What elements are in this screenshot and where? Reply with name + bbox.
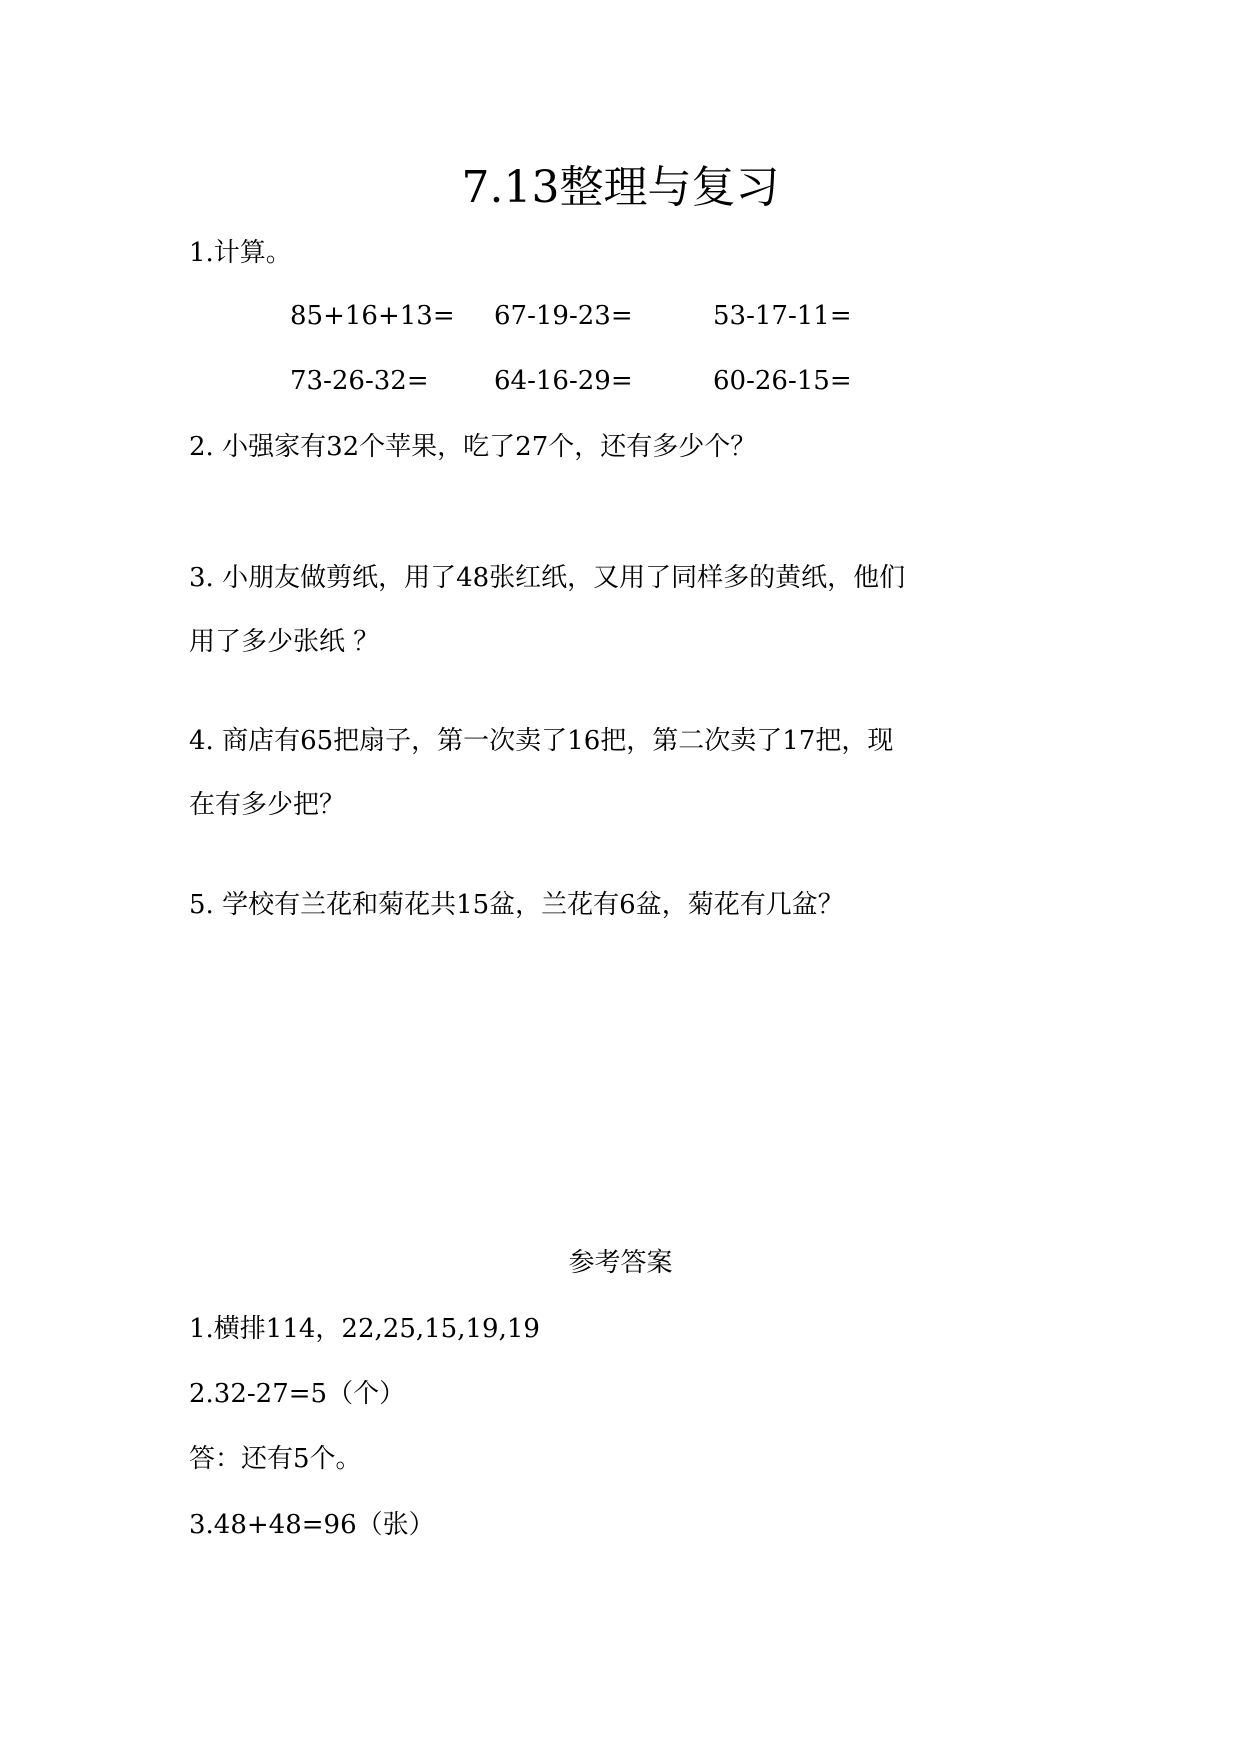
answer-2-reply: 答：还有5个。 — [189, 1444, 362, 1474]
question-5: 5. 学校有兰花和菊花共15盆，兰花有6盆，菊花有几盆？ — [189, 890, 844, 920]
calc-item: 64-16-29= — [494, 366, 633, 396]
calc-item: 67-19-23= — [494, 301, 633, 331]
question-1-label: 1.计算。 — [189, 238, 292, 268]
answer-3: 3.48+48=96（张） — [189, 1510, 435, 1540]
answer-2: 2.32-27=5（个） — [189, 1379, 406, 1409]
calc-item: 85+16+13= — [290, 301, 455, 331]
question-4-line-1: 4. 商店有65把扇子，第一次卖了16把，第二次卖了17把，现 — [189, 726, 894, 756]
question-2: 2. 小强家有32个苹果，吃了27个，还有多少个？ — [189, 432, 757, 462]
calc-item: 60-26-15= — [713, 366, 852, 396]
answer-key-heading: 参考答案 — [568, 1248, 673, 1278]
calc-item: 73-26-32= — [290, 366, 429, 396]
question-4-line-2: 在有多少把？ — [189, 790, 346, 820]
calc-item: 53-17-11= — [713, 301, 852, 331]
question-3-line-2: 用了多少张纸 ？ — [189, 627, 380, 657]
answer-1: 1.横排114，22,25,15,19,19 — [189, 1314, 540, 1344]
page-title: 7.13整理与复习 — [461, 162, 780, 213]
question-3-line-1: 3. 小朋友做剪纸，用了48张红纸，又用了同样多的黄纸，他们 — [189, 563, 906, 593]
